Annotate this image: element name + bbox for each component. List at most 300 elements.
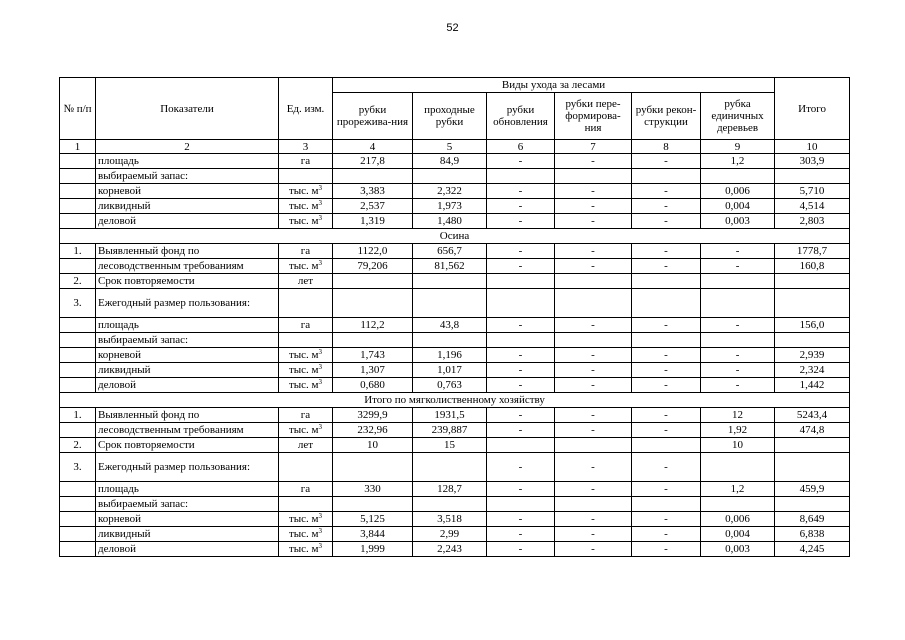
value-cell: - <box>487 378 555 393</box>
unit-cell <box>279 289 333 318</box>
row-number: 1. <box>60 408 96 423</box>
value-cell: - <box>632 542 701 557</box>
table-row <box>60 363 850 378</box>
value-cell <box>413 289 487 318</box>
value-cell <box>775 289 850 318</box>
value-cell: - <box>555 482 632 497</box>
value-cell: - <box>632 482 701 497</box>
value-cell: 0,680 <box>333 378 413 393</box>
col-number: 7 <box>555 140 632 154</box>
col-number: 8 <box>632 140 701 154</box>
header-type: проходные рубки <box>413 93 487 140</box>
unit-cell <box>279 214 333 229</box>
unit-label: га <box>300 155 311 167</box>
unit-cell <box>279 184 333 199</box>
value-cell: - <box>701 348 775 363</box>
col-number: 10 <box>775 140 850 154</box>
value-cell <box>775 497 850 512</box>
table-row <box>60 497 850 512</box>
indicator-name: выбираемый запас: <box>96 333 279 348</box>
value-cell <box>555 333 632 348</box>
unit-cell <box>279 542 333 557</box>
value-cell: 239,887 <box>413 423 487 438</box>
row-number: 2. <box>60 438 96 453</box>
value-cell: 1,92 <box>701 423 775 438</box>
unit-label: лет <box>297 275 314 287</box>
value-cell <box>632 438 701 453</box>
unit-cell <box>279 453 333 482</box>
value-cell: 0,003 <box>701 214 775 229</box>
value-cell: 2,99 <box>413 527 487 542</box>
table-row <box>60 154 850 169</box>
value-cell: - <box>555 318 632 333</box>
value-cell: 1,2 <box>701 482 775 497</box>
row-number <box>60 542 96 557</box>
value-cell: - <box>701 259 775 274</box>
value-cell: 459,9 <box>775 482 850 497</box>
value-cell <box>555 438 632 453</box>
indicator-name: лесоводственным требованиям <box>96 423 279 438</box>
value-cell <box>487 438 555 453</box>
row-number <box>60 199 96 214</box>
value-cell: - <box>632 214 701 229</box>
header-type: рубки пере-формирова-ния <box>555 93 632 140</box>
value-cell: 5,710 <box>775 184 850 199</box>
unit-label: тыс. м <box>288 215 319 227</box>
value-cell: - <box>701 318 775 333</box>
section-title: Итого по мягколиственному хозяйству <box>60 393 850 408</box>
value-cell <box>701 289 775 318</box>
table-row <box>60 199 850 214</box>
value-cell <box>487 497 555 512</box>
value-cell: - <box>555 154 632 169</box>
table-row <box>60 453 850 482</box>
value-cell: 12 <box>701 408 775 423</box>
row-number <box>60 512 96 527</box>
indicator-name: площадь <box>96 318 279 333</box>
value-cell: - <box>632 378 701 393</box>
value-cell: 160,8 <box>775 259 850 274</box>
header-num: № п/п <box>60 78 96 140</box>
indicator-name: Срок повторяемости <box>96 274 279 289</box>
unit-label: тыс. м <box>288 260 319 272</box>
value-cell: - <box>701 378 775 393</box>
unit-label: га <box>300 483 311 495</box>
value-cell: 0,004 <box>701 527 775 542</box>
value-cell: 1,017 <box>413 363 487 378</box>
value-cell: 10 <box>333 438 413 453</box>
unit-label: тыс. м <box>288 513 319 525</box>
unit-cell <box>279 512 333 527</box>
indicator-name: Выявленный фонд по <box>96 244 279 259</box>
indicator-name: Ежегодный размер пользования: <box>96 453 279 482</box>
unit-cell <box>279 199 333 214</box>
value-cell: - <box>555 363 632 378</box>
unit-cell <box>279 438 333 453</box>
unit-cell <box>279 423 333 438</box>
value-cell: - <box>487 512 555 527</box>
value-cell: 1122,0 <box>333 244 413 259</box>
value-cell: 112,2 <box>333 318 413 333</box>
unit-cell <box>279 497 333 512</box>
row-number <box>60 259 96 274</box>
value-cell: 0,006 <box>701 512 775 527</box>
unit-cell <box>279 333 333 348</box>
value-cell <box>632 274 701 289</box>
value-cell: 217,8 <box>333 154 413 169</box>
value-cell: - <box>632 453 701 482</box>
unit-cell <box>279 259 333 274</box>
header-care-types-group: Виды ухода за лесами <box>333 78 775 93</box>
value-cell: - <box>632 423 701 438</box>
value-cell <box>701 274 775 289</box>
row-number <box>60 378 96 393</box>
value-cell: - <box>487 244 555 259</box>
unit-label: тыс. м <box>288 543 319 555</box>
value-cell <box>555 169 632 184</box>
table-row <box>60 542 850 557</box>
value-cell <box>413 453 487 482</box>
unit-superscript: 3 <box>318 542 323 550</box>
value-cell: 1,307 <box>333 363 413 378</box>
value-cell: - <box>701 244 775 259</box>
table-row <box>60 214 850 229</box>
value-cell: 4,245 <box>775 542 850 557</box>
value-cell: 2,803 <box>775 214 850 229</box>
value-cell <box>632 333 701 348</box>
value-cell: 81,562 <box>413 259 487 274</box>
value-cell: - <box>487 259 555 274</box>
indicator-name: лесоводственным требованиям <box>96 259 279 274</box>
header-type: рубки обновления <box>487 93 555 140</box>
value-cell: 656,7 <box>413 244 487 259</box>
unit-cell <box>279 378 333 393</box>
unit-cell <box>279 318 333 333</box>
header-indicators: Показатели <box>96 78 279 140</box>
value-cell: - <box>487 408 555 423</box>
value-cell: 128,7 <box>413 482 487 497</box>
table-row <box>60 259 850 274</box>
row-number: 1. <box>60 244 96 259</box>
value-cell: 474,8 <box>775 423 850 438</box>
unit-superscript: 3 <box>318 348 323 356</box>
row-number <box>60 333 96 348</box>
col-number: 2 <box>96 140 279 154</box>
value-cell <box>333 453 413 482</box>
section-title: Осина <box>60 229 850 244</box>
value-cell: - <box>632 259 701 274</box>
unit-superscript: 3 <box>318 378 323 386</box>
value-cell: - <box>632 408 701 423</box>
unit-cell <box>279 363 333 378</box>
row-number: 3. <box>60 453 96 482</box>
value-cell: 43,8 <box>413 318 487 333</box>
unit-superscript: 3 <box>318 184 323 192</box>
value-cell: 15 <box>413 438 487 453</box>
unit-label: тыс. м <box>288 349 319 361</box>
value-cell <box>555 274 632 289</box>
value-cell: 3299,9 <box>333 408 413 423</box>
value-cell: - <box>487 527 555 542</box>
value-cell: - <box>487 363 555 378</box>
row-number <box>60 214 96 229</box>
value-cell: - <box>487 214 555 229</box>
unit-cell <box>279 154 333 169</box>
value-cell: 10 <box>701 438 775 453</box>
value-cell: 303,9 <box>775 154 850 169</box>
value-cell <box>333 274 413 289</box>
table-row <box>60 408 850 423</box>
value-cell: 232,96 <box>333 423 413 438</box>
value-cell <box>775 438 850 453</box>
value-cell <box>555 289 632 318</box>
unit-label: тыс. м <box>288 185 319 197</box>
table-row <box>60 318 850 333</box>
unit-cell <box>279 482 333 497</box>
value-cell: 0,003 <box>701 542 775 557</box>
unit-superscript: 3 <box>318 199 323 207</box>
indicator-name: ликвидный <box>96 363 279 378</box>
table-row <box>60 438 850 453</box>
value-cell <box>487 169 555 184</box>
value-cell: - <box>632 363 701 378</box>
value-cell <box>333 289 413 318</box>
value-cell: 1,973 <box>413 199 487 214</box>
unit-label: га <box>300 245 311 257</box>
value-cell <box>701 497 775 512</box>
value-cell: 84,9 <box>413 154 487 169</box>
value-cell <box>487 333 555 348</box>
row-number: 3. <box>60 289 96 318</box>
table-row <box>60 527 850 542</box>
table-row <box>60 333 850 348</box>
unit-cell <box>279 527 333 542</box>
value-cell: - <box>555 542 632 557</box>
header-type: рубки прорежива-ния <box>333 93 413 140</box>
section-row <box>60 229 850 244</box>
value-cell: - <box>632 318 701 333</box>
value-cell: - <box>632 154 701 169</box>
value-cell: 2,324 <box>775 363 850 378</box>
value-cell: - <box>632 527 701 542</box>
table-row <box>60 289 850 318</box>
unit-superscript: 3 <box>318 423 323 431</box>
unit-cell <box>279 169 333 184</box>
row-number <box>60 348 96 363</box>
value-cell: 0,004 <box>701 199 775 214</box>
indicator-name: корневой <box>96 512 279 527</box>
value-cell: - <box>632 199 701 214</box>
col-number: 4 <box>333 140 413 154</box>
value-cell: 6,838 <box>775 527 850 542</box>
value-cell: - <box>555 214 632 229</box>
indicator-name: ликвидный <box>96 199 279 214</box>
unit-label: тыс. м <box>288 200 319 212</box>
value-cell: - <box>487 453 555 482</box>
value-cell: - <box>555 512 632 527</box>
indicator-name: корневой <box>96 184 279 199</box>
value-cell: - <box>555 527 632 542</box>
unit-superscript: 3 <box>318 527 323 535</box>
value-cell: - <box>555 259 632 274</box>
table-row <box>60 244 850 259</box>
table-row <box>60 512 850 527</box>
value-cell <box>632 497 701 512</box>
value-cell: - <box>632 184 701 199</box>
value-cell: - <box>487 318 555 333</box>
col-number: 3 <box>279 140 333 154</box>
value-cell: - <box>555 453 632 482</box>
row-number <box>60 482 96 497</box>
value-cell: - <box>632 512 701 527</box>
row-number <box>60 184 96 199</box>
value-cell: - <box>555 348 632 363</box>
row-number <box>60 154 96 169</box>
value-cell <box>632 289 701 318</box>
unit-label: тыс. м <box>288 379 319 391</box>
value-cell: 4,514 <box>775 199 850 214</box>
value-cell <box>701 333 775 348</box>
value-cell <box>413 333 487 348</box>
forest-care-table <box>59 77 850 557</box>
value-cell: 1,480 <box>413 214 487 229</box>
value-cell: 1,2 <box>701 154 775 169</box>
row-number <box>60 363 96 378</box>
indicator-name: деловой <box>96 214 279 229</box>
value-cell <box>413 169 487 184</box>
indicator-name: площадь <box>96 482 279 497</box>
value-cell: 2,243 <box>413 542 487 557</box>
col-number: 9 <box>701 140 775 154</box>
unit-superscript: 3 <box>318 214 323 222</box>
page-number: 52 <box>446 22 459 34</box>
table-row <box>60 378 850 393</box>
indicator-name: выбираемый запас: <box>96 497 279 512</box>
value-cell: 1,743 <box>333 348 413 363</box>
value-cell: 1,196 <box>413 348 487 363</box>
table-row <box>60 348 850 363</box>
value-cell: - <box>555 378 632 393</box>
value-cell <box>413 497 487 512</box>
value-cell <box>487 289 555 318</box>
value-cell: 3,383 <box>333 184 413 199</box>
value-cell: - <box>487 184 555 199</box>
unit-label: тыс. м <box>288 528 319 540</box>
row-number <box>60 527 96 542</box>
col-number: 5 <box>413 140 487 154</box>
unit-cell <box>279 274 333 289</box>
value-cell <box>333 333 413 348</box>
row-number <box>60 497 96 512</box>
value-cell: - <box>632 348 701 363</box>
value-cell: 3,518 <box>413 512 487 527</box>
header-type: рубки рекон-струкции <box>632 93 701 140</box>
value-cell: - <box>487 423 555 438</box>
unit-superscript: 3 <box>318 512 323 520</box>
value-cell <box>632 169 701 184</box>
value-cell: 3,844 <box>333 527 413 542</box>
value-cell <box>413 274 487 289</box>
header-type: рубка единичных деревьев <box>701 93 775 140</box>
unit-cell <box>279 348 333 363</box>
unit-label: га <box>300 319 311 331</box>
value-cell <box>701 453 775 482</box>
unit-superscript: 3 <box>318 259 323 267</box>
value-cell: 79,206 <box>333 259 413 274</box>
table-header <box>60 78 850 154</box>
value-cell <box>775 274 850 289</box>
value-cell: - <box>555 244 632 259</box>
value-cell: 1778,7 <box>775 244 850 259</box>
value-cell: - <box>555 423 632 438</box>
value-cell <box>333 169 413 184</box>
value-cell: 1931,5 <box>413 408 487 423</box>
unit-superscript: 3 <box>318 363 323 371</box>
row-number <box>60 169 96 184</box>
value-cell: 1,442 <box>775 378 850 393</box>
value-cell: 5243,4 <box>775 408 850 423</box>
unit-label: га <box>300 409 311 421</box>
value-cell: 330 <box>333 482 413 497</box>
unit-label: тыс. м <box>288 364 319 376</box>
row-number: 2. <box>60 274 96 289</box>
section-row <box>60 393 850 408</box>
value-cell: 5,125 <box>333 512 413 527</box>
value-cell <box>555 497 632 512</box>
value-cell <box>775 333 850 348</box>
value-cell <box>701 169 775 184</box>
value-cell <box>487 274 555 289</box>
col-number: 1 <box>60 140 96 154</box>
indicator-name: выбираемый запас: <box>96 169 279 184</box>
table-body <box>60 154 850 557</box>
value-cell <box>333 497 413 512</box>
value-cell: - <box>555 184 632 199</box>
indicator-name: Ежегодный размер пользования: <box>96 289 279 318</box>
indicator-name: деловой <box>96 542 279 557</box>
indicator-name: Срок повторяемости <box>96 438 279 453</box>
value-cell: - <box>555 408 632 423</box>
value-cell: - <box>487 199 555 214</box>
value-cell: - <box>487 482 555 497</box>
indicator-name: Выявленный фонд по <box>96 408 279 423</box>
header-unit: Ед. изм. <box>279 78 333 140</box>
value-cell <box>775 169 850 184</box>
value-cell: 156,0 <box>775 318 850 333</box>
value-cell: 2,537 <box>333 199 413 214</box>
row-number <box>60 423 96 438</box>
indicator-name: деловой <box>96 378 279 393</box>
unit-cell <box>279 408 333 423</box>
row-number <box>60 318 96 333</box>
value-cell: 1,319 <box>333 214 413 229</box>
value-cell: - <box>701 363 775 378</box>
value-cell: - <box>632 244 701 259</box>
value-cell: 2,322 <box>413 184 487 199</box>
value-cell: - <box>487 542 555 557</box>
table-row <box>60 482 850 497</box>
value-cell <box>775 453 850 482</box>
value-cell: 8,649 <box>775 512 850 527</box>
value-cell: 0,763 <box>413 378 487 393</box>
table-row <box>60 274 850 289</box>
value-cell: - <box>487 348 555 363</box>
table-row <box>60 184 850 199</box>
table-row <box>60 169 850 184</box>
unit-label: лет <box>297 439 314 451</box>
col-number: 6 <box>487 140 555 154</box>
unit-label: тыс. м <box>288 424 319 436</box>
